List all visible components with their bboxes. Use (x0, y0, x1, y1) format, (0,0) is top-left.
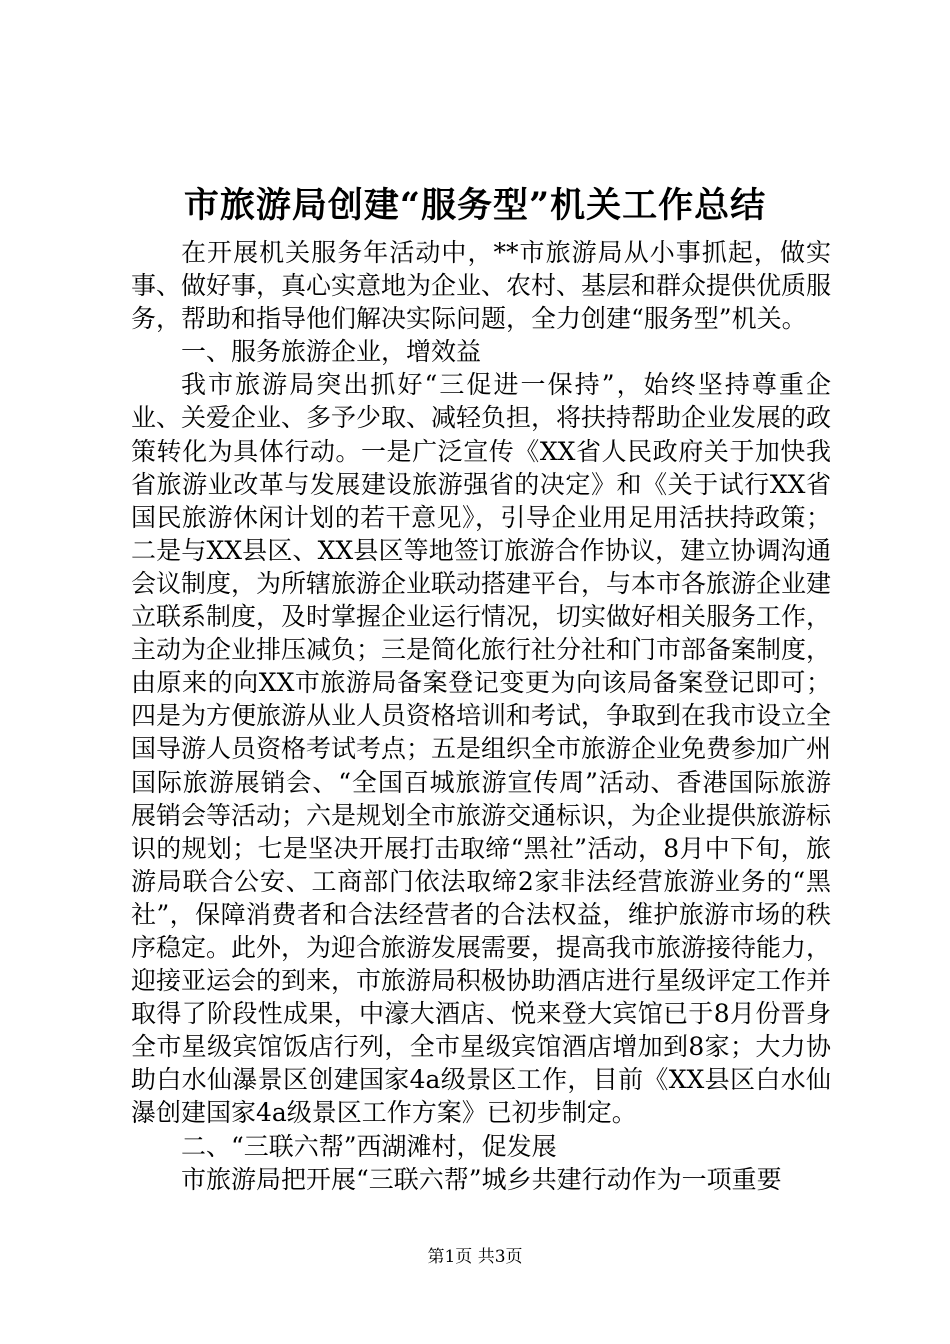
intro-paragraph: 在开展机关服务年活动中，**市旅游局从小事抓起，做实事、做好事，真心实意地为企业、农村、基层和群众提供优质服务，帮助和指导他们解决实际问题，全力创建“服务型”机关。 (131, 238, 832, 334)
section-1-paragraph: 我市旅游局突出抓好“三促进一保持”，始终坚持尊重企业、关爱企业、多予少取、减轻负担，将扶持帮助企业发展的政策转化为具体行动。一是广泛宣传《XX省人民政府关于加快我省旅游业改革与发展建设旅游强省的决定》和《关于试行XX省国民旅游休闲计划的若干意见》，引导企业用足用活扶持政策；二是与XX县区、XX县区等地签订旅游合作协议，建立协调沟通会议制度，为所辖旅游企业联动搭建平台，与本市各旅游企业建立联系制度，及时掌握企业运行情况，切实做好相关服务工作，主动为企业排压减负；三是简化旅行社分社和门市部备案制度，由原来的向XX市旅游局备案登记变更为向该局备案登记即可；四是为方便旅游从业人员资格培训和考试，争取到在我市设立全国导游人员资格考试考点；五是组织全市旅游企业免费参加广州国际旅游展销会、“全国百城旅游宣传周”活动、香港国际旅游展销会等活动；六是规划全市旅游交通标识，为企业提供旅游标识的规划；七是坚决开展打击取缔“黑社”活动，8月中下旬，旅游局联合公安、工商部门依法取缔2家非法经营旅游业务的“黑社”，保障消费者和合法经营者的合法权益，维护旅游市场的秩序稳定。此外，为迎合旅游发展需要，提高我市旅游接待能力，迎接亚运会的到来，市旅游局积极协助酒店进行星级评定工作并取得了阶段性成果，中濠大酒店、悦来登大宾馆已于8月份晋身全市星级宾馆饭店行列，全市星级宾馆酒店增加到8家；大力协助白水仙瀑景区创建国家4a级景区工作，目前《XX县区白水仙瀑创建国家4a级景区工作方案》已初步制定。 (131, 370, 832, 1128)
document-title: 市旅游局创建“服务型”机关工作总结 (183, 185, 767, 226)
section-heading-2: 二、“三联六帮”西湖滩村，促发展 (181, 1131, 557, 1161)
page-number-footer: 第1页 共3页 (427, 1247, 523, 1267)
section-2-paragraph: 市旅游局把开展“三联六帮”城乡共建行动作为一项重要 (181, 1164, 782, 1194)
section-heading-1: 一、服务旅游企业，增效益 (181, 337, 482, 367)
document-body (131, 236, 831, 1196)
